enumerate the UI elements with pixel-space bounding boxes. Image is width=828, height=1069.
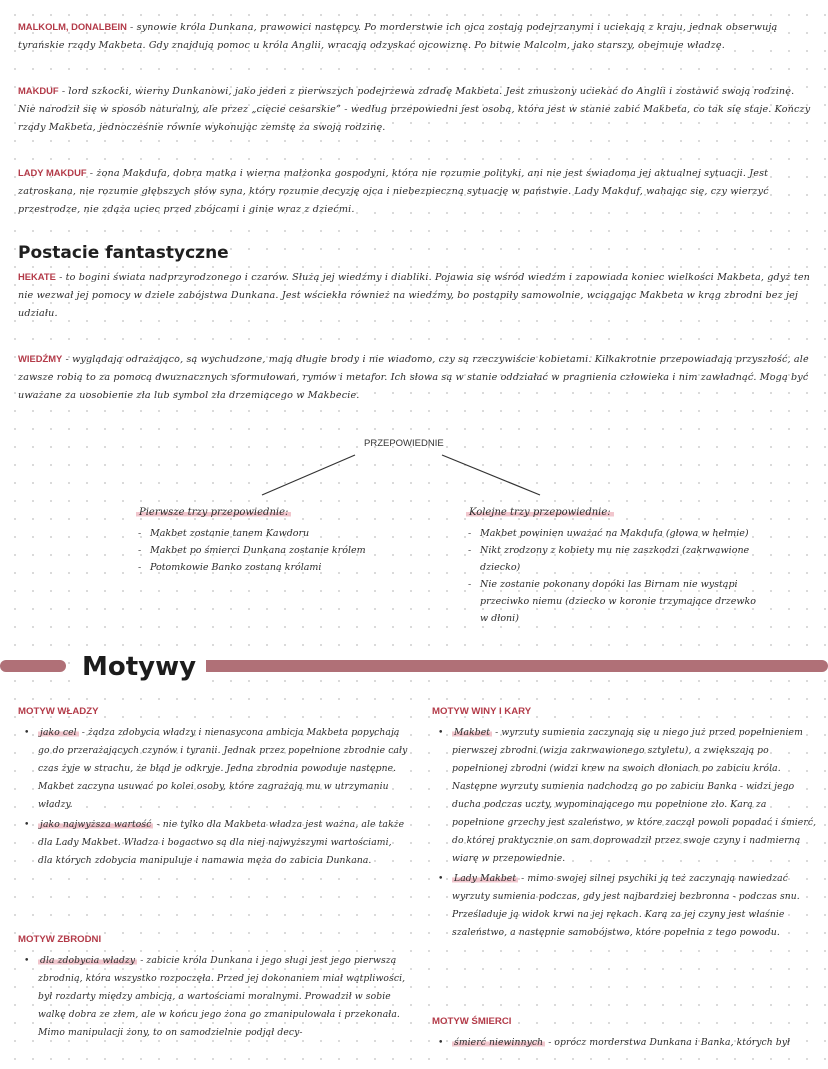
motif-text: - wyrzuty sumienia zaczynają się u niego już przed popełnieniem pierwszej zbrodni (wizja zakrwawionego sztyletu), a zwiększają po popełnionej zbrodni (widzi krew na swoich dłoniach po zabiciu króla. Następne wyrzuty sumienia nadchodzą go po zabiciu Banka - widzi jego ducha podczas uczty, wypominającego mu popełnione zło. Karą za popełnione grzechy jest szaleństwo, w które zaczął powoli popadać i śmierć, do której praktycznie on sam doprowadził przez swoje czyny i nadmierną wiarę w przepowiednie. [452,727,817,864]
prophecy-item: - Makbet po śmierci Dunkana zostanie królem [136,542,416,559]
motif-lead: jako cel [40,727,77,738]
motif-power-heading: MOTYW WŁADZY [18,706,99,717]
prophecies-second [466,500,766,627]
list-item [24,816,408,870]
motif-power-list [24,724,408,870]
prophecies-second-title: Kolejne trzy przepowiednie: [466,507,614,518]
prophecies-first-title: Pierwsze trzy przepowiednie: [136,507,291,518]
prophecies-first-list [136,525,416,576]
list-item [438,724,818,868]
prophecy-item: - Makbet zostanie tanem Kawdoru [136,525,416,542]
prophecy-item: - Nie zostanie pokonany dopóki las Birnam nie wystąpi przeciwko niemu (dziecko w koronie trzymające drzewko w dłoni) [466,576,766,627]
motif-lead: dla zdobycia władzy [40,955,136,966]
motif-text: - zabicie króla Dunkana i jego sługi jest jego pierwszą zbrodnią, która wszystko rozpoczęła. Przed jej dokonaniem miał wątpliwości, był rozdarty między ambicją, a wartościami moralnymi. Prowadził w sobie walkę dobra ze złem, ale w końcu jego żona go zmanipulowała i przekonała. Mimo manipulacji żony, to on samodzielnie podjął decy- [38,955,406,1038]
motif-lead: śmierć niewinnych [454,1037,544,1048]
character-description: - to bogini świata nadprzyrodzonego i czarów. Służą jej wiedźmy i diabliki. Pojawia się wśród wiedźm i zapowiada koniec wielkości Makbeta, gdyż ten nie wezwał jej pomocy w dziele zabójstwa Dunkana. Jest wściekła również na wiedźmy, bo postąpiły samowolnie, wciągając Makbeta w krąg zbrodni bez jej udziału. [18,272,810,319]
motif-text: - nie tylko dla Makbeta władza jest ważna, ale także dla Lady Makbet. Władza i bogactwo są dla niej najwyższymi wartościami, dla których zdobycia manipuluje i namawia męża do zabicia Dunkana. [38,819,405,866]
prophecy-item: - Potomkowie Banko zostaną królami [136,559,416,576]
motif-text: - mimo swojej silnej psychiki ją też zaczynają nawiedzać wyrzuty sumienia podczas, gdy jest najbardziej bezbronna - podczas snu. Prześladuje ją widok krwi na jej rękach. Karą za jej czyny jest właśnie szaleństwo, a następnie samobójstwo, które popełnia z tego powodu. [452,873,800,938]
character-name: MAKDUF [18,85,59,96]
list-item [24,724,408,814]
motif-lead: jako najwyższa wartość [40,819,152,830]
motif-guilt-list [438,724,818,942]
connector-right-line [442,455,540,495]
prophecies-connectors [0,0,828,520]
motywy-bar-left [0,660,66,672]
prophecy-item: - Nikt zrodzony z kobiety mu nie zaszkodzi (zakrwawione dziecko) [466,542,766,576]
motywy-bar-right [178,660,828,672]
motif-death-list [438,1034,818,1052]
character-name: LADY MAKDUF [18,167,87,178]
motif-lead: Lady Makbet [454,873,517,884]
section-title-fantastic: Postacie fantastyczne [18,243,229,263]
prophecies-heading: PRZEPOWIEDNIE [364,438,444,449]
list-item [438,1034,818,1052]
motif-death-heading: MOTYW ŚMIERCI [432,1016,512,1027]
list-item [24,952,408,1042]
character-name: HEKATE [18,271,56,282]
character-description: - żona Makdufa, dobra matka i wierna małżonka gospodyni, która nie rozumie polityki, ani nie jest świadoma jej aktualnej sytuacji. Jest zatroskana, nie rozumie głębszych słów syna, który rozumie decyzję ojca i niebezpieczną sytuację w państwie. Lady Makduf, wahając się, czy wierzyć przestrodze, nie zdąża uciec przed zbójcami i ginie wraz z dziećmi. [18,168,769,215]
character-name: MALKOLM, DONALBEIN [18,21,127,32]
motif-guilt-heading: MOTYW WINY I KARY [432,706,532,717]
motif-lead: Makbet [454,727,491,738]
motif-crime-heading: MOTYW ZBRODNI [18,934,102,945]
motif-text: - żądza zdobycia władzy i nienasycona ambicja Makbeta popychają go do przerażających czynów i tyranii. Jednak przez popełnione zbrodnie cały czas żyje w strachu, że błąd je odkryje. Jedna zbrodnia powoduje następne. Makbet zaczyna usuwać po kolei osoby, które zagrażają mu w utrzymaniu władzy. [38,727,408,810]
prophecy-item: - Makbet powinien uważać na Makdufa (głowa w hełmie) [466,525,766,542]
section-title-motywy: Motywy [72,650,206,684]
character-description: - synowie króla Dunkana, prawowici następcy. Po morderstwie ich ojca zostają podejrzanymi i uciekają z kraju, jednak obserwują tyrańskie rządy Makbeta. Gdy znajdują pomoc u króla Anglii, wracają odzyskać ojcowiznę. Po bitwie Malcolm, jako starszy, obejmuje władzę. [18,22,778,51]
prophecies-first [136,500,416,576]
character-name: WIEDŹMY [18,353,63,364]
motif-crime-list [24,952,408,1042]
character-description: - wyglądają odrażająco, są wychudzone, mają długie brody i nie wiadomo, czy są rzeczywiście kobietami. Kilkakrotnie przepowiadają przyszłość, ale zawsze robią to za pomocą dwuznacznych sformułowań, rymów i metafor. Ich słowa są w stanie oddziałać w pragnienia człowieka i nim zawładnąć. Mogą być uważane za uosobienie zła lub symbol zła drzemiącego w Makbecie. [18,354,809,401]
character-description: - lord szkocki, wierny Dunkanowi, jako jeden z pierwszych podejrzewa zdradę Makbeta. Jest zmuszony uciekać do Anglii i zostawić swoją rodzinę. Nie narodził się w sposób naturalny, ale przez „cięcie cesarskie” - według przepowiedni jest osobą, która jest w stanie zabić Makbeta, co tak się staje. Kończy rządy Makbeta, jednocześnie równie wykonując zemstę za swoją rodzinę. [18,86,811,133]
list-item [438,870,818,942]
motif-text: - oprócz morderstwa Dunkana i Banka, których był [548,1037,791,1048]
connector-left-line [262,455,355,495]
prophecies-second-list [466,525,766,627]
